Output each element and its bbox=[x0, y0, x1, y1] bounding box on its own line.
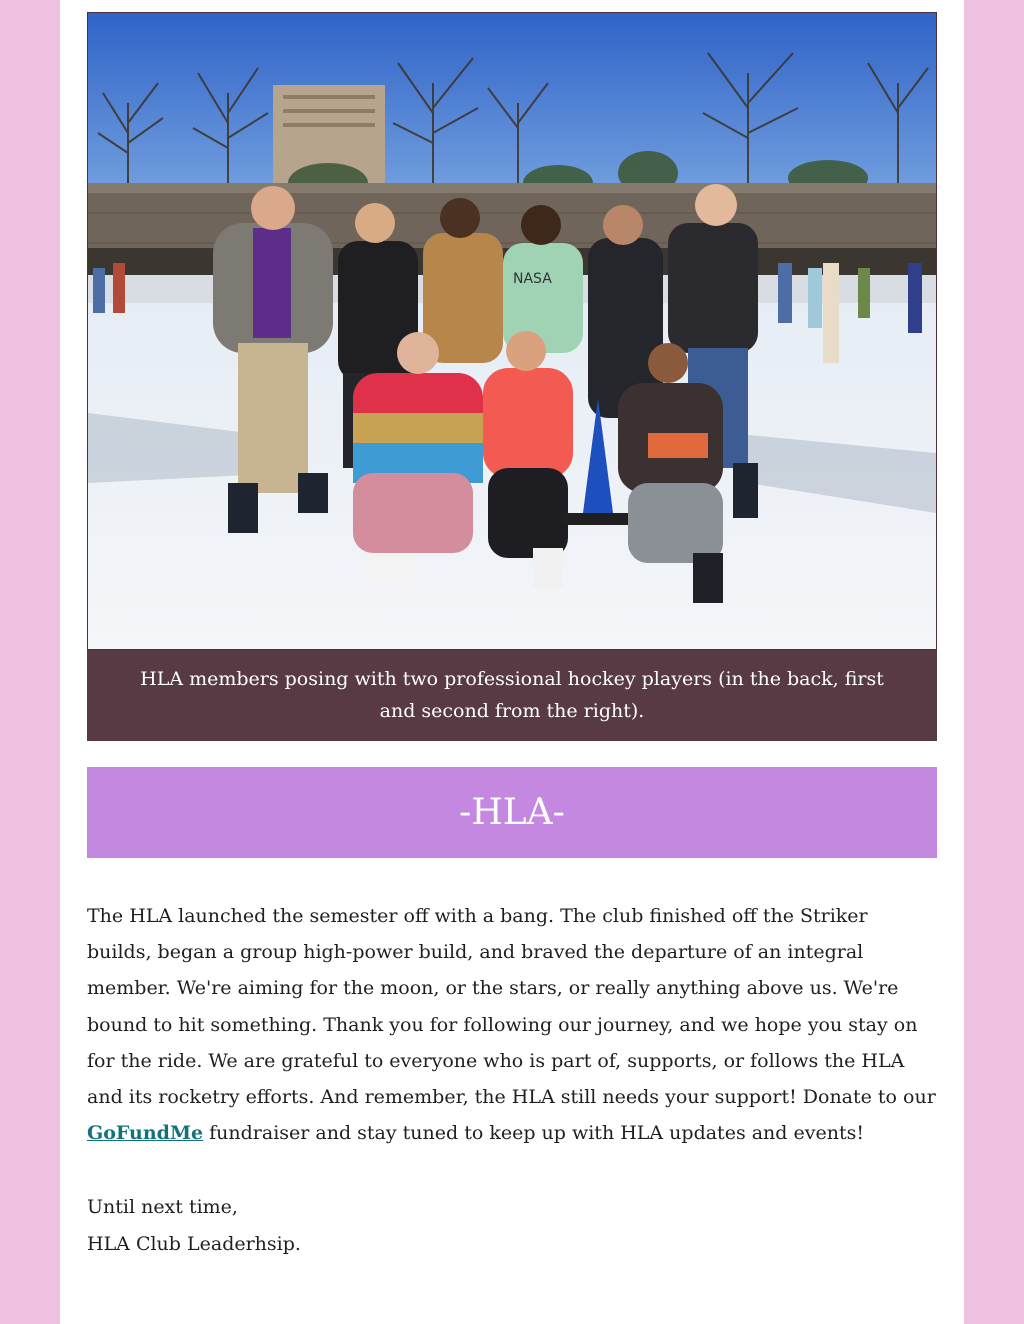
body-text-after-link: fundraiser and stay tuned to keep up with HLA updates and events! bbox=[203, 1122, 864, 1145]
section-title: -HLA- bbox=[459, 792, 565, 833]
section-title-banner bbox=[87, 767, 937, 858]
body-paragraph bbox=[87, 898, 937, 1151]
body-text-before-link: The HLA launched the semester off with a bang. The club finished off the Striker builds, began a group high-power build, and braved the departure of an integral member. We're aiming for the moon, or the stars, or really anything above us. We're bound to hit something. Thank you for following our journey, and we hope you stay on for the ride. We are grateful to everyone who is part of, supports, or follows the HLA and its rocketry efforts. And remember, the HLA still needs your support! Donate to our bbox=[87, 905, 936, 1109]
signoff-line-1: Until next time, bbox=[87, 1196, 238, 1218]
signoff bbox=[87, 1189, 937, 1262]
signoff-line-2: HLA Club Leaderhsip. bbox=[87, 1232, 301, 1255]
group-photo-image bbox=[88, 13, 936, 649]
newsletter-page bbox=[60, 0, 964, 1324]
svg-text:NASA: NASA bbox=[513, 271, 552, 287]
group-photo bbox=[87, 12, 937, 650]
body-paragraph-text bbox=[87, 898, 937, 1151]
gofundme-link[interactable]: GoFundMe bbox=[87, 1122, 204, 1145]
photo-caption: HLA members posing with two professional hockey players (in the back, first and second from the right). bbox=[87, 650, 937, 741]
